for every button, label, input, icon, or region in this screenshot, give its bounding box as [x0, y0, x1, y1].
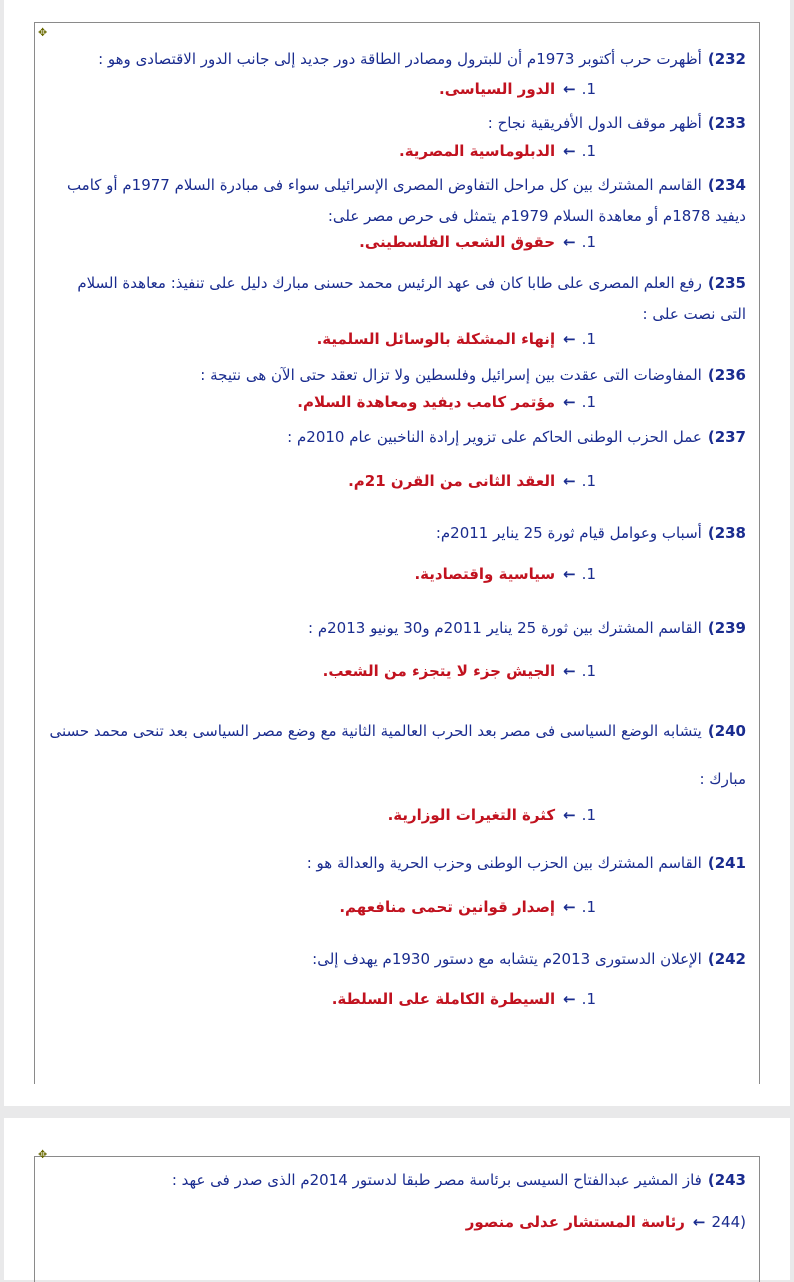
arrow-icon: ← — [563, 393, 576, 411]
question-number: 243) — [707, 1171, 746, 1189]
list-marker: 1. — [581, 472, 596, 490]
list-marker: 1. — [581, 898, 596, 916]
question-text: المفاوضات التى عقدت بين إسرائيل وفلسطين ولا تزال تعقد حتى الآن هى نتيجة : — [200, 366, 702, 384]
answer-5 — [48, 472, 596, 490]
question-number: 239) — [707, 619, 746, 637]
question-number: 240) — [707, 722, 746, 740]
question-1 — [48, 108, 746, 139]
answer-10 — [48, 990, 596, 1008]
arrow-icon: ← — [692, 1213, 706, 1231]
list-marker: 1. — [581, 990, 596, 1008]
list-marker: 1. — [581, 142, 596, 160]
question-text: يتشابه الوضع السياسى فى مصر بعد الحرب العالمية الثانية مع وضع مصر السياسى بعد تنحى محمد حسنى مبارك : — [49, 722, 746, 788]
question-text: فاز المشير عبدالفتاح السيسى برئاسة مصر طبقا لدستور 2014م الذى صدر فى عهد : — [171, 1171, 702, 1189]
question-text: أظهر موقف الدول الأفريقية نجاح : — [487, 114, 702, 132]
answer-4 — [48, 393, 596, 411]
question-number: 236) — [707, 366, 746, 384]
question-text: القاسم المشترك بين كل مراحل التفاوض المصرى الإسرائيلى سواء فى مبادرة السلام 1977م أو كامب ديفيد 1878م أو معاهدة السلام 1979م يتمثل فى حرص مصر على: — [66, 176, 746, 225]
arrow-icon: ← — [563, 142, 576, 160]
answer-text: السيطرة الكاملة على السلطة. — [331, 990, 556, 1008]
question-text: القاسم المشترك بين الحزب الوطنى وحزب الحرية والعدالة هو : — [306, 854, 702, 872]
answer-2 — [48, 233, 596, 251]
question-number: 235) — [707, 274, 746, 292]
question-text: الإعلان الدستورى 2013م يتشابه مع دستور 1930م يهدف إلى: — [312, 950, 702, 968]
arrow-icon: ← — [563, 806, 576, 824]
question-10 — [48, 944, 746, 975]
answer-text: سياسية واقتصادية. — [414, 565, 556, 583]
question-5 — [48, 422, 746, 453]
question-9 — [48, 848, 746, 879]
question-number: 237) — [707, 428, 746, 446]
answer-text: مؤتمر كامب ديفيد ومعاهدة السلام. — [297, 393, 556, 411]
question-number: 238) — [707, 524, 746, 542]
answer-9 — [48, 898, 596, 916]
document-page-1 — [4, 0, 790, 1106]
arrow-icon: ← — [563, 662, 576, 680]
answer-7 — [48, 662, 596, 680]
question-number: 242) — [707, 950, 746, 968]
corner-ornament-icon: ✥ — [38, 26, 48, 39]
question-4 — [48, 360, 746, 391]
question-text: أظهرت حرب أكتوبر 1973م أن للبترول ومصادر الطاقة دور جديد إلى جانب الدور الاقتصادى وهو : — [98, 50, 702, 68]
answer-text: العقد الثانى من القرن 21م. — [348, 472, 556, 490]
question-6 — [48, 518, 746, 549]
answer-text: الجيش جزء لا يتجزء من الشعب. — [322, 662, 556, 680]
questions-list-page-2 — [48, 1118, 746, 1280]
answer-text: الدور السياسى. — [439, 80, 556, 98]
list-marker: 1. — [581, 80, 596, 98]
arrow-icon: ← — [563, 330, 576, 348]
question-text: رفع العلم المصرى على طابا كان فى عهد الرئيس محمد حسنى مبارك دليل على تنفيذ: معاهدة السلام التى نصت على : — [77, 274, 746, 323]
answer-text: رئاسة المستشار عدلى منصور — [465, 1213, 685, 1231]
answer-text: إصدار قوانين تحمى منافعهم. — [339, 898, 556, 916]
answer-text: كثرة التغيرات الوزارية. — [387, 806, 556, 824]
question-number: 241) — [707, 854, 746, 872]
arrow-icon: ← — [563, 565, 576, 583]
question-243 — [48, 1165, 746, 1196]
document-page-2 — [4, 1118, 790, 1280]
answer-1 — [48, 142, 596, 160]
arrow-icon: ← — [563, 898, 576, 916]
question-8 — [48, 707, 746, 803]
arrow-icon: ← — [563, 990, 576, 1008]
arrow-icon: ← — [563, 233, 576, 251]
answer-0 — [48, 80, 596, 98]
question-text: أسباب وعوامل قيام ثورة 25 يناير 2011م: — [435, 524, 702, 542]
list-marker: 1. — [581, 806, 596, 824]
arrow-icon: ← — [563, 472, 576, 490]
answer-244 — [48, 1213, 746, 1231]
arrow-icon: ← — [563, 80, 576, 98]
list-marker: 1. — [581, 393, 596, 411]
question-text: عمل الحزب الوطنى الحاكم على تزوير إرادة الناخبين عام 2010م : — [287, 428, 702, 446]
questions-list — [48, 0, 746, 1106]
question-3 — [48, 268, 746, 330]
question-number: 233) — [707, 114, 746, 132]
question-7 — [48, 613, 746, 644]
list-marker: 1. — [581, 330, 596, 348]
question-text: القاسم المشترك بين ثورة 25 يناير 2011م و30 يونيو 2013م : — [308, 619, 702, 637]
list-marker: 1. — [581, 662, 596, 680]
list-marker: 1. — [581, 565, 596, 583]
question-0 — [48, 44, 746, 75]
question-2 — [48, 170, 746, 232]
answer-8 — [48, 806, 596, 824]
answer-6 — [48, 565, 596, 583]
list-marker: 1. — [581, 233, 596, 251]
answer-text: حقوق الشعب الفلسطينى. — [359, 233, 556, 251]
question-number: 234) — [707, 176, 746, 194]
answer-3 — [48, 330, 596, 348]
corner-ornament-icon: ✥ — [38, 1148, 48, 1161]
question-number: 232) — [707, 50, 746, 68]
question-number: (244 — [711, 1213, 746, 1231]
answer-text: الدبلوماسية المصرية. — [399, 142, 556, 160]
answer-text: إنهاء المشكلة بالوسائل السلمية. — [316, 330, 556, 348]
